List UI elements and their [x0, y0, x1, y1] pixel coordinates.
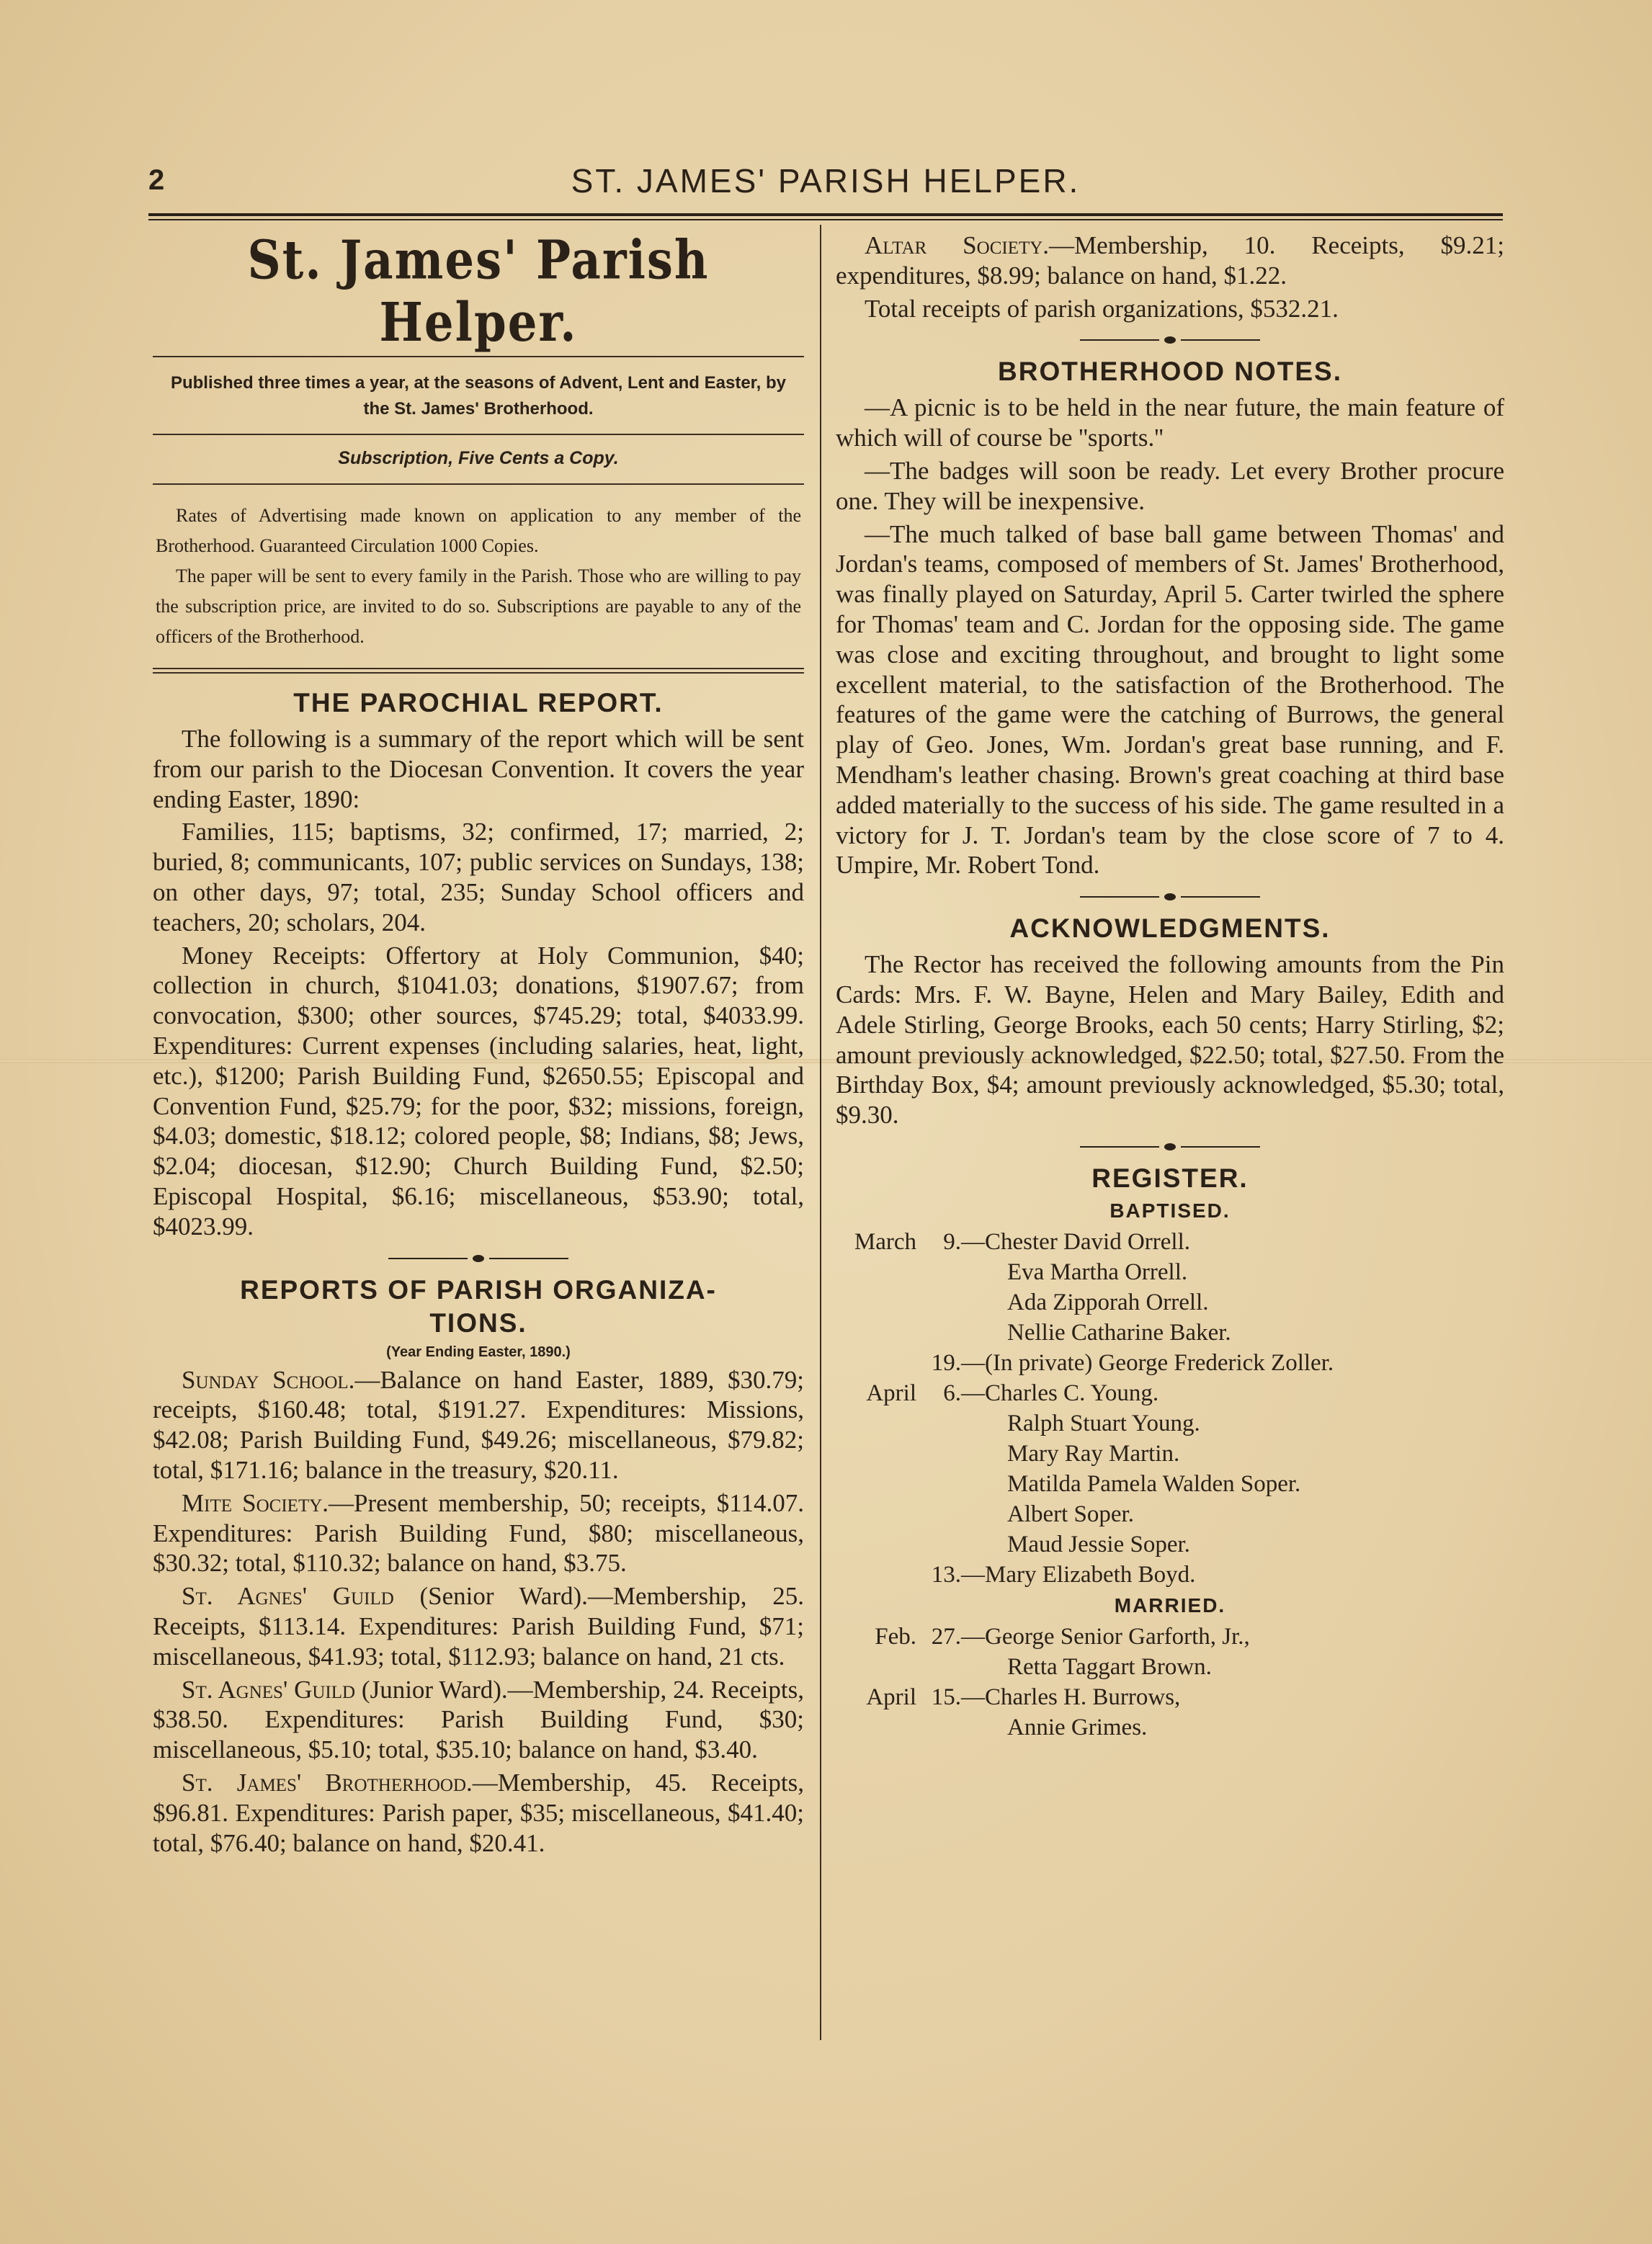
note-paragraph: —A picnic is to be held in the near future, the main feature of which will of course be ''sports.'' — [836, 393, 1504, 452]
register-entry — [836, 1257, 1504, 1287]
organizations-heading-line: TIONS. — [429, 1307, 527, 1338]
register-name: Nellie Catharine Baker. — [1007, 1319, 1231, 1346]
register-name: Maud Jessie Soper. — [1007, 1531, 1190, 1557]
organizations-report-continued — [836, 231, 1504, 323]
year-note: (Year Ending Easter, 1890.) — [386, 1344, 571, 1360]
parochial-paragraph: Money Receipts: Offertory at Holy Communion, $40; collection in church, $1041.03; donations, $1907.67; from convocation, $300; other sources, $745.29; total, $4033.99. Expenditures: Current expenses (including salaries, heat, light, etc.), $1200; Parish Building Fund, $2650.55; Episcopal and Convention Fund, $25.79; for the poor, $32; missions, foreign, $4.03; domestic, $18.12; colored people, $8; Indians, $8; Jews, $2.04; diocesan, $12.90; Church Building Fund, $2.50; Episcopal Hospital, $6.16; miscellaneous, $53.90; total, $4023.99. — [153, 941, 804, 1241]
register-month — [836, 1560, 921, 1590]
advertising-rates — [153, 488, 804, 663]
right-column — [836, 231, 1504, 1743]
org-agnes-junior — [153, 1675, 804, 1765]
register-name: —Chester David Orrell. — [961, 1228, 1190, 1255]
section-ornament — [1080, 335, 1260, 345]
register-heading: REGISTER. — [1091, 1163, 1249, 1193]
register-day: 27. — [931, 1623, 961, 1650]
masthead-title: St. James' Parish Helper. — [247, 229, 710, 354]
org-text: (Senior Ward).—Membership, 25. Receipts, $113.14. Expenditures: Parish Building Fund, $71; miscellaneous, $41.93; total, $112.93; balance on hand, 21 cts. — [153, 1582, 804, 1671]
baptised-heading: BAPTISED. — [1109, 1199, 1231, 1222]
register-entry — [836, 1318, 1504, 1348]
register-name: Ralph Stuart Young. — [1007, 1410, 1200, 1436]
masthead-rule — [153, 483, 804, 485]
register-entry — [836, 1682, 1504, 1712]
org-name: Sunday School. — [182, 1365, 355, 1394]
note-paragraph: —The badges will soon be ready. Let every Brother procure one. They will be inexpensive. — [836, 456, 1504, 515]
page-number: 2 — [148, 164, 166, 196]
register-entry — [836, 1469, 1504, 1499]
org-name: Mite Society. — [182, 1488, 329, 1517]
organizations-heading-line: REPORTS OF PARISH ORGANIZA- — [240, 1274, 717, 1305]
register-name: —Charles H. Burrows, — [961, 1684, 1181, 1710]
organizations-report — [153, 1365, 804, 1859]
register-entry — [836, 1287, 1504, 1318]
masthead-rule — [153, 434, 804, 435]
register-name: Albert Soper. — [1007, 1501, 1134, 1527]
register-day: 19. — [931, 1349, 961, 1376]
register-day: 6. — [943, 1380, 961, 1406]
org-name: St. James' Brotherhood. — [182, 1768, 473, 1797]
parochial-paragraph: Families, 115; baptisms, 32; confirmed, 17; married, 2; buried, 8; communicants, 107; public services on Sundays, 138; on other days, 97; total, 235; Sunday School officers and teachers, 20; scholars, 204. — [153, 818, 804, 937]
acknowledgments-heading: ACKNOWLEDGMENTS. — [1009, 913, 1331, 944]
organizations-heading — [153, 1274, 804, 1340]
org-sunday-school — [153, 1365, 804, 1485]
register-day: 9. — [943, 1228, 961, 1255]
org-altar-society — [836, 231, 1504, 291]
left-column — [153, 231, 804, 1861]
org-text: —Present membership, 50; receipts, $114.07. Expenditures: Parish Building Fund, $80; miscellaneous, $30.32; total, $110.32; balance on hand, $3.75. — [153, 1488, 804, 1578]
register-entry — [836, 1622, 1504, 1652]
register-month: Feb. — [875, 1623, 916, 1650]
register-name: —(In private) George Frederick Zoller. — [961, 1349, 1334, 1376]
register-entry — [836, 1529, 1504, 1560]
married-heading: MARRIED. — [1114, 1593, 1226, 1617]
married-list — [836, 1622, 1504, 1743]
org-brotherhood — [153, 1768, 804, 1858]
org-text: —Balance on hand Easter, 1889, $30.79; receipts, $160.48; total, $191.27. Expenditures: Missions, $42.08; Parish Building Fund, $49.26; miscellaneous, $79.82; total, $171.16; balance in the treasury, $20.11. — [153, 1365, 805, 1484]
register-name: Annie Grimes. — [1007, 1714, 1148, 1740]
register-name: Mary Ray Martin. — [1007, 1440, 1180, 1467]
org-text: —Membership, 10. Receipts, $9.21; expenditures, $8.99; balance on hand, $1.22. — [836, 231, 1504, 290]
publication-info: Published three times a year, at the seasons of Advent, Lent and Easter, by the St. James' Brotherhood. — [170, 373, 787, 419]
register-entry — [836, 1227, 1504, 1257]
register-name: Eva Martha Orrell. — [1007, 1259, 1188, 1285]
register-entry — [836, 1560, 1504, 1590]
register-name: Retta Taggart Brown. — [1007, 1653, 1212, 1680]
org-name: St. Agnes' Guild — [182, 1675, 356, 1704]
register-name: —George Senior Garforth, Jr., — [961, 1623, 1250, 1650]
parochial-paragraph: The following is a summary of the report which will be sent from our parish to the Diocesan Convention. It covers the year ending Easter, 1890: — [153, 725, 804, 813]
note-paragraph: —The much talked of base ball game between Thomas' and Jordan's teams, composed of members of St. James' Brotherhood, was finally played on Saturday, April 5. Carter twirled the sphere for Thomas' team and C. Jordan for the opposing side. The game was close and exciting throughout, and brought to light some excellent material, to the satisfaction of the Brotherhood. The features of the game were the catching of Burrows, the general play of Geo. Jones, Wm. Jordan's great base running, and F. Mendham's leather chasing. Brown's great coaching at third base added materially to the success of his side. The game resulted in a victory for J. T. Jordan's team by the close score of 7 to 4. Umpire, Mr. Robert Tond. — [836, 519, 1504, 880]
section-ornament — [1080, 892, 1260, 902]
header-rule — [148, 213, 1503, 220]
register-entry — [836, 1408, 1504, 1439]
register-day: 13. — [931, 1561, 961, 1588]
column-divider — [820, 225, 821, 2040]
register-name: Ada Zipporah Orrell. — [1007, 1289, 1209, 1315]
register-name: —Mary Elizabeth Boyd. — [961, 1561, 1196, 1588]
running-title: ST. JAMES' PARISH HELPER. — [571, 162, 1081, 200]
brotherhood-notes — [836, 393, 1504, 880]
parochial-report — [153, 724, 804, 1242]
org-mite-society — [153, 1488, 804, 1578]
register-entry — [836, 1499, 1504, 1529]
org-name: Altar Society. — [865, 231, 1050, 259]
baptised-list — [836, 1227, 1504, 1590]
subscription-price: Subscription, Five Cents a Copy. — [338, 448, 619, 468]
register-entry — [836, 1712, 1504, 1743]
register-month: March — [854, 1228, 916, 1255]
register-entry — [836, 1652, 1504, 1682]
org-agnes-senior — [153, 1581, 804, 1671]
register-day: 15. — [931, 1684, 961, 1710]
org-total: Total receipts of parish organizations, $532.21. — [865, 294, 1339, 323]
page-header — [148, 157, 1503, 215]
section-ornament — [1080, 1142, 1260, 1152]
register-name: —Charles C. Young. — [961, 1380, 1159, 1406]
section-rule — [153, 668, 804, 674]
register-entry — [836, 1378, 1504, 1408]
parochial-report-heading: THE PAROCHIAL REPORT. — [293, 688, 664, 718]
register-month: April — [866, 1380, 916, 1406]
acknowledgments — [836, 949, 1504, 1130]
acknowledgments-text: The Rector has received the following amounts from the Pin Cards: Mrs. F. W. Bayne, Helen and Mary Bailey, Edith and Adele Stirling, George Brooks, each 50 cents; Harry Stirling, $2; amount previously acknowledged, $22.50; total, $27.50. From the Birthday Box, $4; amount previously acknowledged, $5.30; total, $9.30. — [836, 950, 1504, 1130]
register-name: Matilda Pamela Walden Soper. — [1007, 1470, 1301, 1497]
org-text: —Membership, 45. Receipts, $96.81. Expenditures: Parish paper, $35; miscellaneous, $41.40; total, $76.40; balance on hand, $20.41. — [153, 1768, 804, 1857]
rates-paragraph: Rates of Advertising made known on application to any member of the Brotherhood. Guaranteed Circulation 1000 Copies. — [156, 505, 801, 556]
masthead-rule — [153, 356, 804, 357]
section-ornament — [388, 1253, 568, 1264]
brotherhood-notes-heading: BROTHERHOOD NOTES. — [998, 357, 1342, 387]
rates-paragraph: The paper will be sent to every family in the Parish. Those who are willing to pay the subscription price, are invited to do so. Subscriptions are payable to any of the officers of the Brotherhood. — [156, 566, 801, 647]
org-name: St. Agnes' Guild — [182, 1582, 394, 1611]
register-entry — [836, 1439, 1504, 1469]
register-month: April — [866, 1684, 916, 1710]
register-entry — [836, 1348, 1504, 1378]
org-text: (Junior Ward).—Membership, 24. Receipts, $38.50. Expenditures: Parish Building Fund, $30; miscellaneous, $5.10; total, $35.10; balance on hand, $3.40. — [153, 1675, 804, 1764]
register-month — [836, 1348, 921, 1378]
